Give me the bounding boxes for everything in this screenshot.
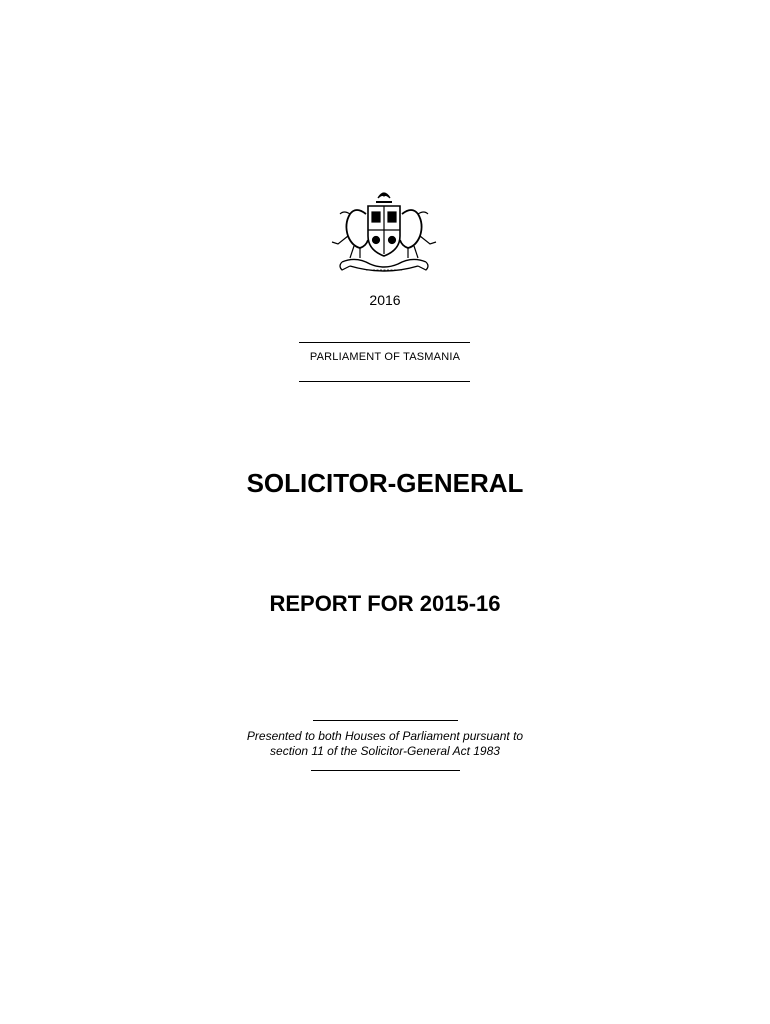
presentation-note	[0, 729, 770, 759]
parliament-heading: PARLIAMENT OF TASMANIA	[309, 351, 461, 363]
divider-line	[311, 770, 460, 771]
divider-line	[299, 342, 470, 343]
document-title: SOLICITOR-GENERAL	[246, 468, 524, 498]
presentation-note-line: Presented to both Houses of Parliament pursuant to	[246, 729, 524, 743]
document-subtitle: REPORT FOR 2015-16	[269, 591, 501, 616]
report-year: 2016	[369, 292, 401, 308]
divider-line	[313, 720, 458, 721]
presentation-note-line: section 11 of the Solicitor-General Act 1983	[270, 744, 500, 758]
coat-of-arms-icon	[326, 184, 442, 276]
divider-line	[299, 381, 470, 382]
